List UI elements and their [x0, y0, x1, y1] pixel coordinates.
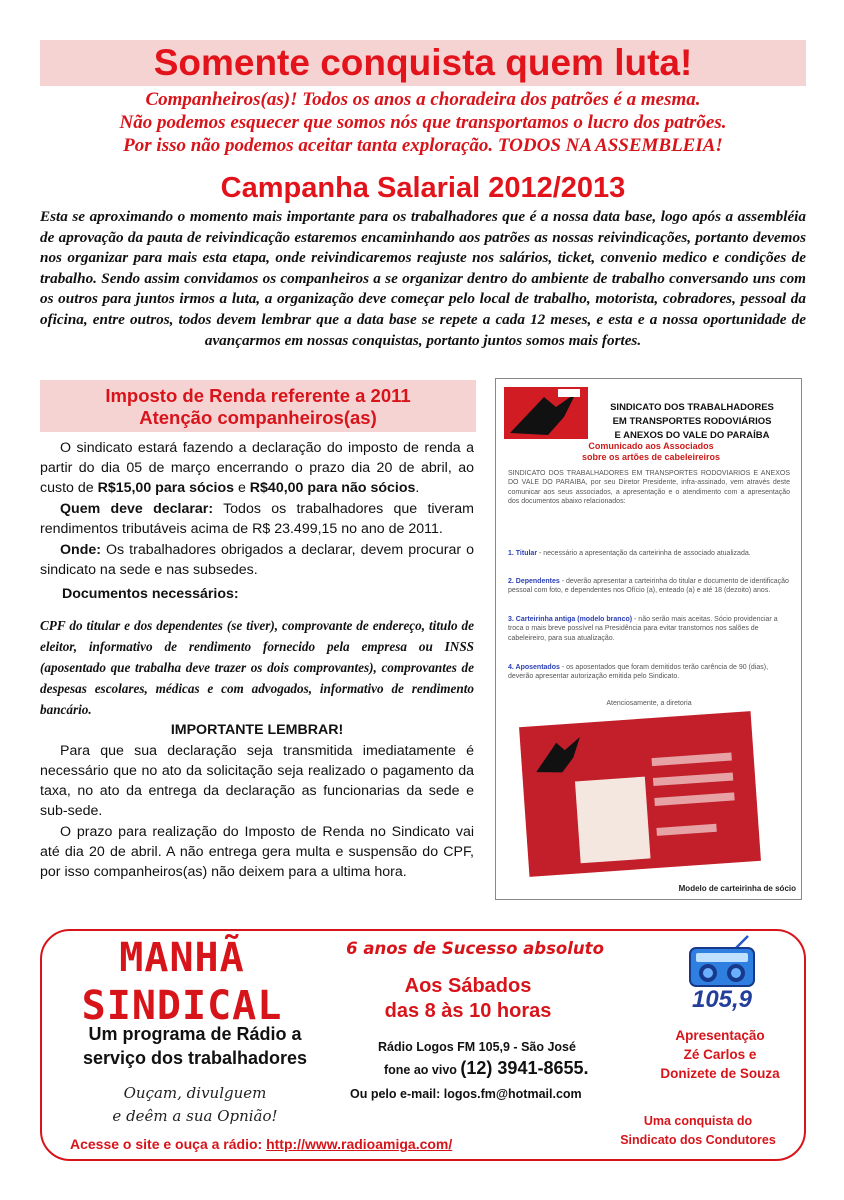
where-text: Os trabalhadores obrigados a declarar, devem procurar o sindicato na sede e nas subsedes.	[40, 542, 474, 578]
radio-site-link[interactable]: http://www.radioamiga.com/	[266, 1136, 453, 1152]
p1-and: e	[234, 480, 250, 496]
radio-conquest-line-2: Sindicato dos Condutores	[620, 1133, 776, 1147]
flyer-item-1	[508, 549, 790, 558]
radio-hosts-line-2: Zé Carlos e	[683, 1047, 757, 1062]
radio-hosts-line-1: Apresentação	[675, 1028, 765, 1043]
radio-frequency: 105,9	[691, 986, 753, 1013]
flyer-header	[592, 401, 792, 443]
flyer-item-3-text: - não serão mais aceitas. Sócio providenciar a troca o mais breve possível na Presidência para evitar transtornos nos salões de cabeleireiro, para sua atualização.	[508, 616, 778, 642]
radio-schedule-time: das 8 às 10 horas	[384, 1000, 552, 1022]
important-heading: IMPORTANTE LEMBRAR!	[170, 722, 344, 738]
card-field	[654, 792, 734, 806]
flyer-notice-line-1: Comunicado aos Associados	[588, 441, 714, 451]
radio-description	[50, 1022, 340, 1070]
campaign-body: Esta se aproximando o momento mais importante para os trabalhadores que é a nossa data base, logo após a assembléia de aprovação da pauta de reivindicação estaremos encaminhando aos patrões as nossas reivindicações, portanto devemos nos organizar para mais esta etapa, onde reivindicaremos reajuste nos salários, ticket, convenio medico e condições de trabalho. Sendo assim convidamos os companheiros a se organizar dentro do ambiente de trabalho conversando uns com os outros para juntos irmos a luta, a organização deve começar pelo local de trabalho, motorista, cobradores, pessoal da oficina, entre outros, todos devem lembrar que a data base se repete a cada 12 meses, e esta e a nossa oportunidade de avançarmos em nossas conquistas, portanto juntos somos mais fortes.	[40, 208, 806, 349]
flyer-closing: Atenciosamente, a diretoria	[606, 700, 692, 707]
radio-name-line-2: SINDICAL	[81, 983, 283, 1029]
radio-icon	[686, 934, 758, 990]
card-field	[652, 753, 732, 767]
flyer-item-2-label: 2. Dependentes	[508, 578, 560, 585]
flyer-item-4	[508, 663, 790, 682]
documents-heading: Documentos necessários:	[62, 586, 239, 602]
card-logo-icon	[530, 732, 593, 776]
radio-station: Rádio Logos FM 105,9 - São José	[378, 1040, 576, 1054]
radio-phone-number: (12) 3941-8655.	[460, 1058, 589, 1078]
radio-slogan-line-1: Ouçam, divulguem	[123, 1084, 267, 1102]
headline: Somente conquista quem luta!	[153, 42, 693, 83]
radio-phone	[384, 1058, 589, 1079]
flyer-intro: SINDICATO DOS TRABALHADORES EM TRANSPORTES RODOVIARIOS E ANEXOS DO VALE DO PARAIBA, por seu Diretor Presidente, infra-assinado, vem através deste comunicar aos seus associados, a apresentação e o atendimento com a apresentação dos documentos abaixo relacionados:	[508, 470, 790, 506]
important-text-2: O prazo para realização do Imposto de Renda no Sindicato vai até dia 20 de abril. A não entrega gera multa e suspensão do CPF, por isso companheiros(as) não deixem para a ultima hora.	[40, 824, 474, 880]
who-text: Todos os trabalhadores que tiveram rendimentos tributáveis acima de R$ 23.499,15 no ano de 2011.	[40, 501, 474, 537]
flyer-item-3	[508, 615, 790, 643]
radio-schedule	[318, 974, 618, 1024]
who-label: Quem deve declarar:	[60, 501, 214, 517]
radio-site	[70, 1136, 452, 1152]
radio-site-label: Acesse o site e ouça a rádio:	[70, 1136, 267, 1152]
subtitle-line-2: Não podemos esquecer que somos nós que transportamos o lucro dos patrões.	[119, 112, 727, 133]
important-paragraph-2	[40, 822, 474, 882]
flyer-notice-line-2: sobre os artões de cabeleireiros	[581, 452, 721, 462]
union-notice-flyer	[495, 378, 802, 900]
radio-hosts	[640, 1026, 800, 1083]
important-text-1: Para que sua declaração seja transmitida imediatamente é necessário que no ato da solicitação seja realizado o pagamento da taxa, no ato da entrega da declaração as funcionarias da sede e sub-sede.	[40, 743, 474, 819]
membership-card-image	[519, 711, 761, 877]
where-label: Onde:	[60, 542, 101, 558]
radio-description-line-1: Um programa de Rádio a	[88, 1024, 302, 1044]
radio-slogan	[50, 1082, 340, 1128]
documents-list: CPF do titular e dos dependentes (se tiver), comprovante de endereço, titulo de eleitor, informativo de rendimento fornecido pela empresa ou INSS (aposentado que trabalha deve trazer os dois comprovantes), comprovantes de despesas escolares, médicas e com advogados, informativo de rendimento bancário.	[40, 618, 474, 717]
income-tax-subtitle: Atenção companheiros(as)	[139, 407, 377, 428]
flyer-notice	[516, 441, 786, 463]
where-to-declare	[40, 540, 474, 580]
card-field	[656, 824, 716, 836]
flyer-item-1-label: 1. Titular	[508, 550, 538, 557]
union-logo-icon	[504, 387, 588, 439]
price-nonmembers: R$40,00 para não sócios	[249, 480, 416, 496]
income-tax-title: Imposto de Renda referente a 2011	[105, 385, 411, 406]
flyer-item-1-text: - necessário a apresentação da carteirinha de associado atualizada.	[537, 550, 751, 557]
radio-hosts-line-3: Donizete de Souza	[660, 1066, 780, 1081]
radio-name-line-1: MANHÃ	[119, 935, 245, 981]
subtitle-line-3: Por isso não podemos aceitar tanta exploração. TODOS NA ASSEMBLEIA!	[123, 135, 723, 156]
campaign-title: Campanha Salarial 2012/2013	[220, 172, 626, 204]
flyer-item-4-text: - os aposentados que foram demitidos terão carência de 90 (dias), deverão apresentar autorização emitida pelo Sindicato.	[508, 664, 769, 681]
radio-phone-label: fone ao vivo	[384, 1063, 461, 1077]
subtitle-line-1: Companheiros(as)! Todos os anos a choradeira dos patrões é a mesma.	[145, 89, 701, 110]
card-field	[653, 772, 733, 786]
radio-conquest-line-1: Uma conquista do	[643, 1114, 753, 1128]
income-tax-paragraph-1	[40, 438, 474, 498]
flyer-item-2-text: - deverão apresentar a carteirinha do titular e documento de identificação pessoal com foto, e dependentes nos Ofício (a), enteado (a) e até 18 (dezoito) anos.	[508, 578, 789, 595]
radio-conquest	[598, 1112, 798, 1150]
p1-end: .	[415, 480, 420, 496]
radio-slogan-line-2: e deêm a sua Opnião!	[112, 1107, 278, 1125]
flyer-item-2	[508, 577, 790, 596]
radio-email: Ou pelo e-mail: logos.fm@hotmail.com	[350, 1087, 582, 1101]
important-paragraph-1	[40, 741, 474, 821]
p1-start: O sindicato estará fazendo a declaração do imposto de renda a partir do dia 05 de março encerrando o prazo dia 20 de abril, ao custo de	[40, 440, 474, 496]
price-members: R$15,00 para sócios	[97, 480, 235, 496]
flyer-header-line-3: E ANEXOS DO VALE DO PARAÍBA	[614, 430, 770, 441]
flyer-caption: Modelo de carteirinha de sócio	[678, 884, 796, 893]
flyer-header-line-1: SINDICATO DOS TRABALHADORES	[610, 402, 774, 413]
radio-schedule-day: Aos Sábados	[404, 975, 532, 997]
card-photo	[575, 777, 651, 864]
radio-description-line-2: serviço dos trabalhadores	[82, 1048, 308, 1068]
flyer-item-3-label: 3. Carteirinha antiga (modelo branco)	[508, 616, 633, 623]
flyer-header-line-2: EM TRANSPORTES RODOVIÁRIOS	[612, 416, 772, 427]
who-must-declare	[40, 499, 474, 539]
radio-tagline: 6 anos de Sucesso absoluto	[346, 939, 604, 958]
flyer-item-4-label: 4. Aposentados	[508, 664, 560, 671]
